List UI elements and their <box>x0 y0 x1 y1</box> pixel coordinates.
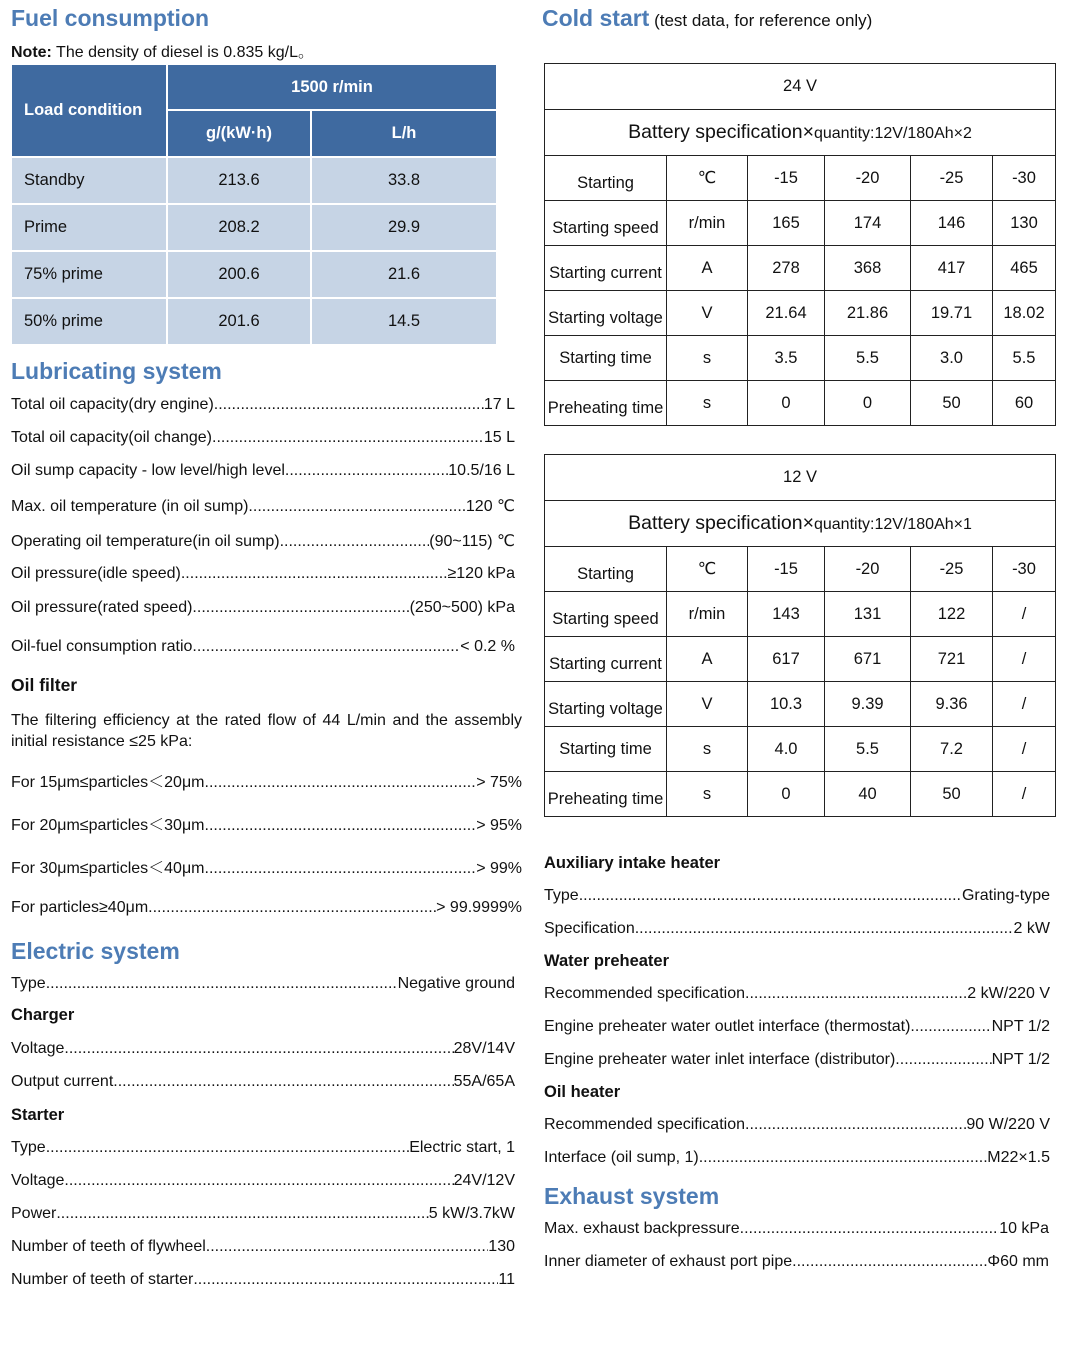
cs-value: -30 <box>993 156 1056 201</box>
table-row <box>545 727 1056 772</box>
cs-row-label-text: Starting current <box>549 654 662 673</box>
lubricating-system-title: Lubricating system <box>11 358 222 384</box>
list-item <box>11 1073 515 1097</box>
cs-value: 465 <box>993 246 1056 291</box>
list-item <box>544 920 1050 944</box>
spec-value: 10.5/16 L <box>448 462 515 479</box>
water-preheater-title: Water preheater <box>544 952 670 970</box>
cs-unit: A <box>667 637 748 682</box>
spec-label: Number of teeth of starter <box>11 1271 194 1288</box>
fuel-cell-l: 14.5 <box>312 299 496 344</box>
table-row <box>545 246 1056 291</box>
cs-value: -25 <box>911 156 993 201</box>
cs-value: 4.0 <box>748 727 825 772</box>
battery-spec <box>545 501 1056 547</box>
cs-value: / <box>993 592 1056 637</box>
spec-label: Inner diameter of exhaust port pipe <box>544 1253 793 1270</box>
cs-value: 5.5 <box>825 727 911 772</box>
fuel-cell-g: 213.6 <box>168 158 310 203</box>
table-row <box>545 291 1056 336</box>
cs-unit: A <box>667 246 748 291</box>
cs-unit: s <box>667 381 748 426</box>
cs-value: 0 <box>748 772 825 817</box>
spec-value: > 99.9999% <box>436 899 522 916</box>
fuel-header-l: L/h <box>312 111 496 156</box>
cs-value: 10.3 <box>748 682 825 727</box>
leader-dots <box>749 1116 966 1134</box>
spec-label: Engine preheater water inlet interface (distributor) <box>544 1051 896 1068</box>
cs-value: 40 <box>825 772 911 817</box>
cs-row-label <box>545 682 667 727</box>
cs-row-label <box>545 547 667 592</box>
fuel-cell-condition: Standby <box>12 158 166 203</box>
spec-label: Oil pressure(rated speed) <box>11 599 193 616</box>
table-row <box>545 637 1056 682</box>
cs-value: 60 <box>993 381 1056 426</box>
oil-filter-list <box>11 769 522 923</box>
cs-value: 9.36 <box>911 682 993 727</box>
spec-label: Max. exhaust backpressure <box>544 1220 740 1237</box>
leader-dots <box>895 1051 991 1069</box>
list-item <box>11 1205 515 1229</box>
fuel-note-text: The density of diesel is 0.835 kg/L。 <box>51 44 314 61</box>
cs-row-label <box>545 246 667 291</box>
list-item <box>11 565 515 589</box>
cs-row-label <box>545 637 667 682</box>
leader-dots <box>192 599 409 617</box>
cs-value: 19.71 <box>911 291 993 336</box>
spec-value: 11 <box>498 1271 515 1288</box>
spec-value: NPT 1/2 <box>991 1051 1050 1068</box>
cs-unit: s <box>667 727 748 772</box>
cs-value: 143 <box>748 592 825 637</box>
list-item <box>544 1220 1049 1244</box>
list-item <box>11 599 515 623</box>
cs-value: -30 <box>993 547 1056 592</box>
cs-value: / <box>993 772 1056 817</box>
spec-label: Engine preheater water outlet interface (thermostat) <box>544 1018 911 1035</box>
spec-label: For 15μm≤particles＜20μm <box>11 774 205 791</box>
cs-unit: V <box>667 682 748 727</box>
fuel-cell-g: 200.6 <box>168 252 310 297</box>
fuel-cell-g: 201.6 <box>168 299 310 344</box>
leader-dots <box>64 1040 453 1058</box>
leader-dots <box>280 533 430 551</box>
leader-dots <box>205 774 477 792</box>
leader-dots <box>56 1205 428 1223</box>
cs-value: 165 <box>748 201 825 246</box>
leader-dots <box>635 920 1014 938</box>
spec-value: 10 kPa <box>999 1220 1049 1237</box>
spec-label: Power <box>11 1205 57 1222</box>
cs-value: 50 <box>911 381 993 426</box>
list-item <box>11 769 522 793</box>
cs-value: 3.0 <box>911 336 993 381</box>
list-item <box>11 531 515 555</box>
leader-dots <box>193 1271 498 1289</box>
cs-row-label <box>545 381 667 426</box>
fuel-header-load: Load condition <box>12 65 166 156</box>
spec-value: > 99% <box>476 860 522 877</box>
spec-value: Φ60 mm <box>987 1253 1049 1270</box>
exhaust-system-title: Exhaust system <box>544 1183 720 1209</box>
aux-heater-title: Auxiliary intake heater <box>544 854 721 872</box>
list-item <box>11 638 515 662</box>
list-item <box>544 1018 1050 1042</box>
cs-unit: r/min <box>667 592 748 637</box>
cs-value: 671 <box>825 637 911 682</box>
cs-row-label <box>545 291 667 336</box>
leader-dots <box>205 817 477 835</box>
electric-system-title: Electric system <box>11 938 180 964</box>
table-row <box>545 772 1056 817</box>
cs-value: 122 <box>911 592 993 637</box>
cs-row-label-text: Starting <box>577 173 634 192</box>
spec-label: Output current <box>11 1073 114 1090</box>
cs-value: -20 <box>825 547 911 592</box>
cs-value: 721 <box>911 637 993 682</box>
spec-value: 15 L <box>483 429 515 446</box>
table-row <box>545 201 1056 246</box>
fuel-note <box>11 39 314 62</box>
spec-value: 24V/12V <box>453 1172 515 1189</box>
electric-list <box>11 975 515 1295</box>
spec-label: Interface (oil sump, 1) <box>544 1149 699 1166</box>
cs-row-label-text: Preheating time <box>547 789 664 808</box>
starter-title: Starter <box>11 1106 65 1124</box>
spec-value: 5 kW/3.7kW <box>428 1205 515 1222</box>
cs-unit: V <box>667 291 748 336</box>
spec-label: Total oil capacity(dry engine) <box>11 396 214 413</box>
spec-value: 17 L <box>483 396 515 413</box>
cs-value: 5.5 <box>993 336 1056 381</box>
leader-dots <box>740 1220 1000 1238</box>
spec-label: Specification <box>544 920 635 937</box>
right-spec-list <box>544 854 1050 1173</box>
table-row <box>545 592 1056 637</box>
leader-dots <box>205 860 477 878</box>
leader-dots <box>64 1172 453 1190</box>
spec-label: Number of teeth of flywheel <box>11 1238 206 1255</box>
table-row <box>12 252 496 297</box>
cs-row-label-text: Preheating time <box>547 398 664 417</box>
spec-label: For 20μm≤particles＜30μm <box>11 817 205 834</box>
table-row <box>545 547 1056 592</box>
cs-value: 278 <box>748 246 825 291</box>
cs-unit: s <box>667 772 748 817</box>
list-item <box>11 462 515 486</box>
leader-dots <box>148 899 436 917</box>
table-row <box>545 381 1056 426</box>
cs-value: 146 <box>911 201 993 246</box>
leader-dots <box>46 1139 410 1157</box>
list-item <box>11 975 515 999</box>
table-row <box>12 299 496 344</box>
list-item <box>11 496 515 520</box>
cs-value: 7.2 <box>911 727 993 772</box>
list-item <box>544 1253 1049 1277</box>
spec-value: 2 kW/220 V <box>967 985 1050 1002</box>
fuel-table <box>10 63 498 346</box>
cs-value: 21.64 <box>748 291 825 336</box>
cs-row-label-text: Starting voltage <box>548 308 663 327</box>
cs-value: 3.5 <box>748 336 825 381</box>
cold-start-subtitle: (test data, for reference only) <box>649 11 873 30</box>
cs-value: 368 <box>825 246 911 291</box>
spec-label: Oil pressure(idle speed) <box>11 565 181 582</box>
spec-value: (90~115) ℃ <box>429 533 515 550</box>
spec-label: Max. oil temperature (in oil sump) <box>11 498 249 515</box>
battery-spec-main: Battery specification× <box>628 121 814 143</box>
oil-filter-text: The filtering efficiency at the rated flow of 44 L/min and the assembly initial resistance ≤25 kPa: <box>11 712 522 750</box>
list-item <box>544 1051 1050 1075</box>
battery-spec-quantity: quantity:12V/180Ah×1 <box>813 516 972 533</box>
list-item <box>544 1116 1050 1140</box>
cs-row-label-text: Starting <box>577 564 634 583</box>
fuel-cell-l: 29.9 <box>312 205 496 250</box>
fuel-cell-condition: 75% prime <box>12 252 166 297</box>
spec-value: (250~500) kPa <box>409 599 515 616</box>
cs-value: / <box>993 682 1056 727</box>
charger-title: Charger <box>11 1006 75 1024</box>
leader-dots <box>46 975 398 993</box>
cs-row-label-text: Starting speed <box>552 609 659 628</box>
cs-row-label: Starting time <box>545 336 667 381</box>
leader-dots <box>749 985 967 1003</box>
fuel-header-speed: 1500 r/min <box>168 65 496 109</box>
table-row <box>12 158 496 203</box>
table-row <box>545 336 1056 381</box>
cold-start-voltage: 12 V <box>545 455 1056 501</box>
spec-label: For 30μm≤particles＜40μm <box>11 860 205 877</box>
leader-dots <box>214 396 484 414</box>
cs-unit: ℃ <box>667 547 748 592</box>
lubricating-list <box>11 396 515 662</box>
cs-unit: r/min <box>667 201 748 246</box>
list-item <box>11 1238 515 1262</box>
spec-label: Oil sump capacity - low level/high level <box>11 462 285 479</box>
cs-value: 0 <box>825 381 911 426</box>
leader-dots <box>192 638 460 656</box>
cold-start-title-text: Cold start <box>542 5 650 31</box>
spec-value: Grating-type <box>961 887 1050 904</box>
cs-row-label-text: Starting speed <box>552 218 659 237</box>
list-item <box>11 855 522 879</box>
spec-value: Electric start, 1 <box>409 1139 515 1156</box>
cs-unit: s <box>667 336 748 381</box>
cs-row-label-text: Starting voltage <box>548 699 663 718</box>
list-item <box>544 1149 1050 1173</box>
cs-value: -20 <box>825 156 911 201</box>
spec-value: < 0.2 % <box>460 638 515 655</box>
list-item <box>11 429 515 453</box>
spec-value: 55A/65A <box>453 1073 515 1090</box>
cs-value: 131 <box>825 592 911 637</box>
spec-value: Negative ground <box>397 975 515 992</box>
spec-value: ≥120 kPa <box>447 565 515 582</box>
leader-dots <box>792 1253 987 1271</box>
cs-value: -25 <box>911 547 993 592</box>
spec-label: Voltage <box>11 1172 65 1189</box>
spec-value: > 95% <box>476 817 522 834</box>
spec-label: Oil-fuel consumption ratio <box>11 638 193 655</box>
list-item <box>11 396 515 420</box>
spec-value: M22×1.5 <box>987 1149 1050 1166</box>
leader-dots <box>699 1149 988 1167</box>
cs-row-label <box>545 201 667 246</box>
fuel-cell-condition: Prime <box>12 205 166 250</box>
list-item <box>11 1040 515 1064</box>
cs-row-label <box>545 772 667 817</box>
spec-label: Type <box>11 975 46 992</box>
fuel-cell-g: 208.2 <box>168 205 310 250</box>
spec-value: 130 <box>488 1238 515 1255</box>
spec-label: Total oil capacity(oil change) <box>11 429 212 446</box>
table-row <box>545 156 1056 201</box>
list-item <box>544 985 1050 1009</box>
fuel-consumption-title: Fuel consumption <box>11 5 210 31</box>
fuel-cell-l: 33.8 <box>312 158 496 203</box>
cs-value: / <box>993 637 1056 682</box>
cs-value: -15 <box>748 156 825 201</box>
table-row <box>12 205 496 250</box>
cs-value: -15 <box>748 547 825 592</box>
leader-dots <box>579 887 962 905</box>
cs-row-label <box>545 592 667 637</box>
fuel-note-label: Note: <box>11 44 52 61</box>
spec-label: Type <box>11 1139 46 1156</box>
cold-start-table-12v <box>544 454 1056 817</box>
spec-value: NPT 1/2 <box>991 1018 1050 1035</box>
spec-label: Recommended specification. <box>544 985 750 1002</box>
battery-spec-quantity: quantity:12V/180Ah×2 <box>813 125 972 142</box>
cs-value: 5.5 <box>825 336 911 381</box>
cs-value: 0 <box>748 381 825 426</box>
spec-label: For particles≥40μm <box>11 899 149 916</box>
table-row <box>545 682 1056 727</box>
cs-value: 130 <box>993 201 1056 246</box>
fuel-cell-condition: 50% prime <box>12 299 166 344</box>
battery-spec <box>545 110 1056 156</box>
spec-label: Recommended specification. <box>544 1116 750 1133</box>
list-item <box>11 1271 515 1295</box>
list-item <box>544 887 1050 911</box>
exhaust-list <box>544 1220 1049 1277</box>
cold-start-voltage: 24 V <box>545 64 1056 110</box>
cs-value: 21.86 <box>825 291 911 336</box>
spec-label: Type <box>544 887 579 904</box>
leader-dots <box>206 1238 489 1256</box>
battery-spec-main: Battery specification× <box>628 512 814 534</box>
spec-value: 28V/14V <box>453 1040 515 1057</box>
cs-row-label: Starting time <box>545 727 667 772</box>
cs-value: 617 <box>748 637 825 682</box>
cold-start-table-24v <box>544 63 1056 426</box>
cs-value: 50 <box>911 772 993 817</box>
spec-label: Voltage <box>11 1040 65 1057</box>
cs-value: / <box>993 727 1056 772</box>
spec-value: 2 kW <box>1013 920 1050 937</box>
cold-start-title <box>542 4 872 35</box>
fuel-header-g: g/(kW·h) <box>168 111 310 156</box>
cs-row-label <box>545 156 667 201</box>
cs-value: 18.02 <box>993 291 1056 336</box>
cs-unit: ℃ <box>667 156 748 201</box>
oil-filter-title: Oil filter <box>11 675 78 695</box>
list-item <box>11 812 522 836</box>
spec-value: 90 W/220 V <box>966 1116 1050 1133</box>
spec-value: 120 ℃ <box>465 498 515 515</box>
leader-dots <box>212 429 484 447</box>
list-item <box>11 899 522 923</box>
cs-value: 9.39 <box>825 682 911 727</box>
list-item <box>11 1139 515 1163</box>
oil-heater-title: Oil heater <box>544 1083 621 1101</box>
leader-dots <box>910 1018 991 1036</box>
cs-value: 174 <box>825 201 911 246</box>
leader-dots <box>181 565 448 583</box>
leader-dots <box>285 462 448 480</box>
cs-row-label-text: Starting current <box>549 263 662 282</box>
fuel-cell-l: 21.6 <box>312 252 496 297</box>
leader-dots <box>248 498 465 516</box>
spec-value: > 75% <box>476 774 522 791</box>
spec-label: Operating oil temperature(in oil sump) <box>11 533 280 550</box>
list-item <box>11 1172 515 1196</box>
leader-dots <box>113 1073 453 1091</box>
cs-value: 417 <box>911 246 993 291</box>
